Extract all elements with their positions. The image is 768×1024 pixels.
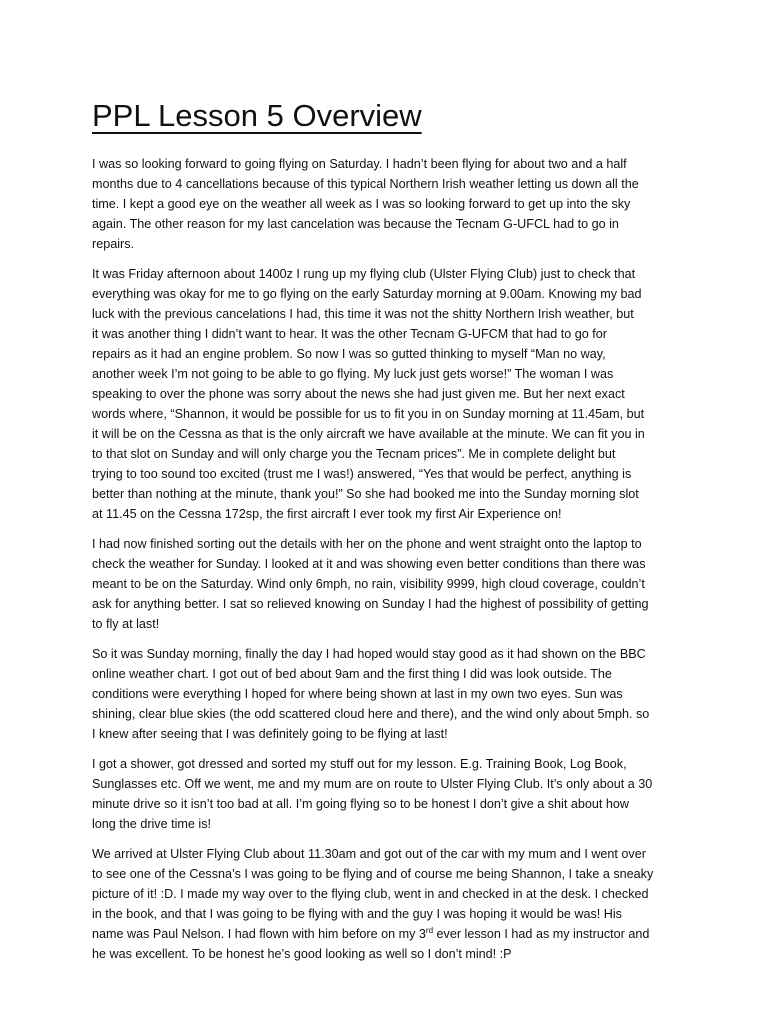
- text-line: luck with the previous cancelations I had, this time it was not the shitty Northern Irish weather, but: [92, 307, 634, 321]
- paragraph-2: [92, 264, 682, 524]
- ordinal-superscript: rd: [425, 925, 434, 935]
- text-line: it was another thing I didn’t want to hear. It was the other Tecnam G-UFCM that had to go for: [92, 327, 607, 341]
- text-line: again. The other reason for my last cancelation was because the Tecnam G-UFCL had to go in: [92, 217, 619, 231]
- document-body: [92, 154, 682, 974]
- text-line: shining, clear blue skies (the odd scattered cloud here and there), and the wind only about 5mph. so: [92, 707, 650, 721]
- text-line: to fly at last!: [92, 617, 160, 631]
- text-line-with-superscript: [92, 924, 682, 944]
- text-line: conditions were everything I hoped for where being shown at last in my own two eyes. Sun was: [92, 687, 623, 701]
- text-line: in the book, and that I was going to be flying with and the guy I was hoping it would be was! His: [92, 907, 622, 921]
- paragraph-5: [92, 754, 682, 834]
- text-line: everything was okay for me to go flying on the early Saturday morning at 9.00am. Knowing my bad: [92, 287, 642, 301]
- text-line: meant to be on the Saturday. Wind only 6mph, no rain, visibility 9999, high cloud coverage, couldn’t: [92, 577, 645, 591]
- text-line: speaking to over the phone was sorry about the news she had just given me. But her next exact: [92, 387, 625, 401]
- text-line: I knew after seeing that I was definitely going to be flying at last!: [92, 727, 448, 741]
- text-line: better than nothing at the minute, thank you!” So she had booked me into the Sunday morning slot: [92, 487, 639, 501]
- text-line: picture of it! :D. I made my way over to the flying club, went in and checked in at the desk. I checked: [92, 887, 649, 901]
- line-text-after-sup: ever lesson I had as my instructor and: [433, 927, 650, 941]
- text-line: trying to too sound too excited (trust me I was!) answered, “Yes that would be perfect, anything is: [92, 467, 632, 481]
- text-line: he was excellent. To be honest he’s good looking as well so I don’t mind! :P: [92, 947, 512, 961]
- text-line: it will be on the Cessna as that is the only aircraft we have available at the minute. We can fit you in: [92, 427, 645, 441]
- text-line: Sunglasses etc. Off we went, me and my mum are on route to Ulster Flying Club. It’s only about a 30: [92, 777, 653, 791]
- text-line: to that slot on Sunday and will only charge you the Tecnam prices”. Me in complete delight but: [92, 447, 616, 461]
- paragraph-3: [92, 534, 682, 634]
- text-line: So it was Sunday morning, finally the day I had hoped would stay good as it had shown on the BBC: [92, 647, 646, 661]
- text-line: I got a shower, got dressed and sorted my stuff out for my lesson. E.g. Training Book, Log Book,: [92, 757, 627, 771]
- text-line: I was so looking forward to going flying on Saturday. I hadn’t been flying for about two and a half: [92, 157, 627, 171]
- text-line: check the weather for Sunday. I looked at it and was showing even better conditions than there was: [92, 557, 646, 571]
- text-line: words where, “Shannon, it would be possible for us to fit you in on Sunday morning at 11.45am, but: [92, 407, 645, 421]
- text-line: months due to 4 cancellations because of this typical Northern Irish weather letting us down all the: [92, 177, 639, 191]
- paragraph-1: [92, 154, 682, 254]
- text-line: It was Friday afternoon about 1400z I rung up my flying club (Ulster Flying Club) just to check that: [92, 267, 636, 281]
- text-line: ask for anything better. I sat so relieved knowing on Sunday I had the highest of possibility of getting: [92, 597, 649, 611]
- text-line: I had now finished sorting out the details with her on the phone and went straight onto the laptop to: [92, 537, 642, 551]
- text-line: to see one of the Cessna’s I was going to be flying and of course me being Shannon, I take a sneaky: [92, 867, 654, 881]
- text-line: online weather chart. I got out of bed about 9am and the first thing I did was look outside. The: [92, 667, 612, 681]
- text-line: repairs as it had an engine problem. So now I was so gutted thinking to myself “Man no way,: [92, 347, 606, 361]
- text-line: another week I’m not going to be able to go flying. My luck just gets worse!” The woman I was: [92, 367, 614, 381]
- line-text-before-sup: name was Paul Nelson. I had flown with him before on my 3: [92, 927, 426, 941]
- document-title: PPL Lesson 5 Overview: [92, 98, 422, 133]
- text-line: time. I kept a good eye on the weather all week as I was so looking forward to get up into the sky: [92, 197, 631, 211]
- paragraph-6: [92, 844, 682, 964]
- text-line: at 11.45 on the Cessna 172sp, the first aircraft I ever took my first Air Experience on!: [92, 507, 562, 521]
- text-line: We arrived at Ulster Flying Club about 11.30am and got out of the car with my mum and I went over: [92, 847, 646, 861]
- text-line: long the drive time is!: [92, 817, 211, 831]
- text-line: repairs.: [92, 237, 134, 251]
- text-line: minute drive so it isn’t too bad at all. I’m going flying so to be honest I don’t give a shit about how: [92, 797, 629, 811]
- paragraph-4: [92, 644, 682, 744]
